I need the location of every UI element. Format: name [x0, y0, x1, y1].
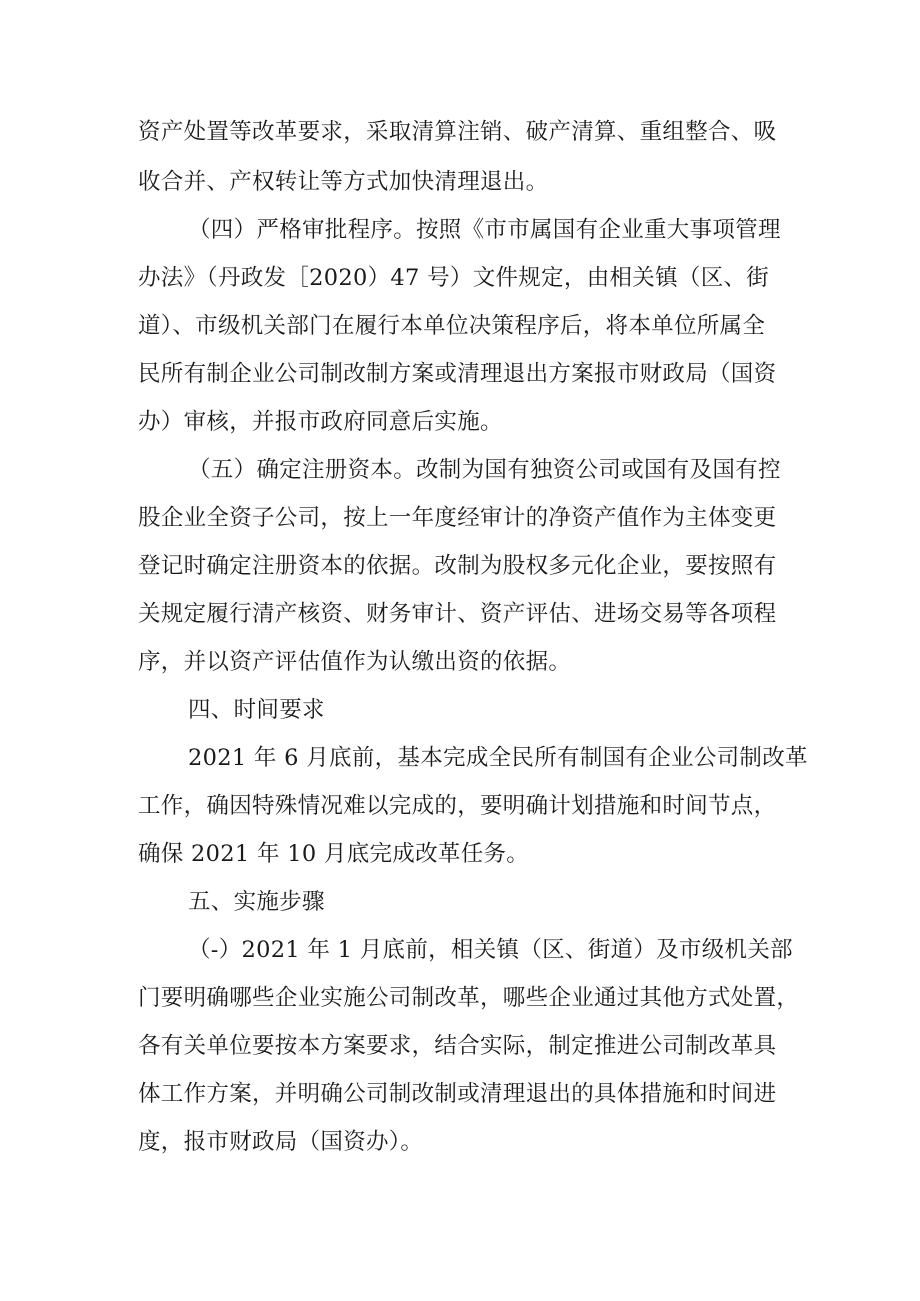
section-step-1: （-）2021 年 1 月底前，相关镇（区、街道）及市级机关部: [188, 937, 793, 963]
text-line: 办法》（丹政发［2020）47 号）文件规定，由相关镇（区、街: [138, 265, 770, 291]
section-heading-4: （四）严格审批程序。按照《市市属国有企业重大事项管理: [188, 217, 781, 243]
text-line: 确保 2021 年 10 月底完成改革任务。: [138, 841, 530, 867]
text-line: 收合并、产权转让等方式加快清理退出。: [138, 169, 549, 195]
heading-time-requirements: 四、时间要求: [188, 697, 325, 723]
text-line: 度，报市财政局（国资办）。: [138, 1129, 424, 1155]
section-heading-5: （五）确定注册资本。改制为国有独资公司或国有及国有控: [188, 457, 781, 483]
text-line: 工作，确因特殊情况难以完成的，要明确计划措施和时间节点，: [138, 793, 777, 819]
text-line: 体工作方案，并明确公司制改制或清理退出的具体措施和时间进: [138, 1081, 777, 1107]
text-line: 序，并以资产评估值作为认缴出资的依据。: [138, 649, 572, 675]
text-line: 各有关单位要按本方案要求，结合实际，制定推进公司制改革具: [138, 1033, 777, 1059]
text-line: 道）、市级机关部门在履行本单位决策程序后，将本单位所属全: [138, 313, 766, 339]
text-line: 登记时确定注册资本的依据。改制为股权多元化企业，要按照有: [138, 553, 777, 579]
text-line: 关规定履行清产核资、财务审计、资产评估、进场交易等各项程: [138, 601, 777, 627]
text-line: 门要明确哪些企业实施公司制改革，哪些企业通过其他方式处置，: [138, 985, 800, 1011]
text-line: 资产处置等改革要求，采取清算注销、破产清算、重组整合、吸: [138, 119, 777, 145]
text-line: 办）审核，并报市政府同意后实施。: [138, 409, 503, 435]
heading-implementation-steps: 五、实施步骤: [188, 889, 325, 915]
text-line: 股企业全资子公司，按上一年度经审计的净资产值作为主体变更: [138, 505, 777, 531]
text-line: 民所有制企业公司制改制方案或清理退出方案报市财政局（国资: [138, 361, 777, 387]
text-line: 2021 年 6 月底前，基本完成全民所有制国有企业公司制改革: [188, 745, 808, 771]
